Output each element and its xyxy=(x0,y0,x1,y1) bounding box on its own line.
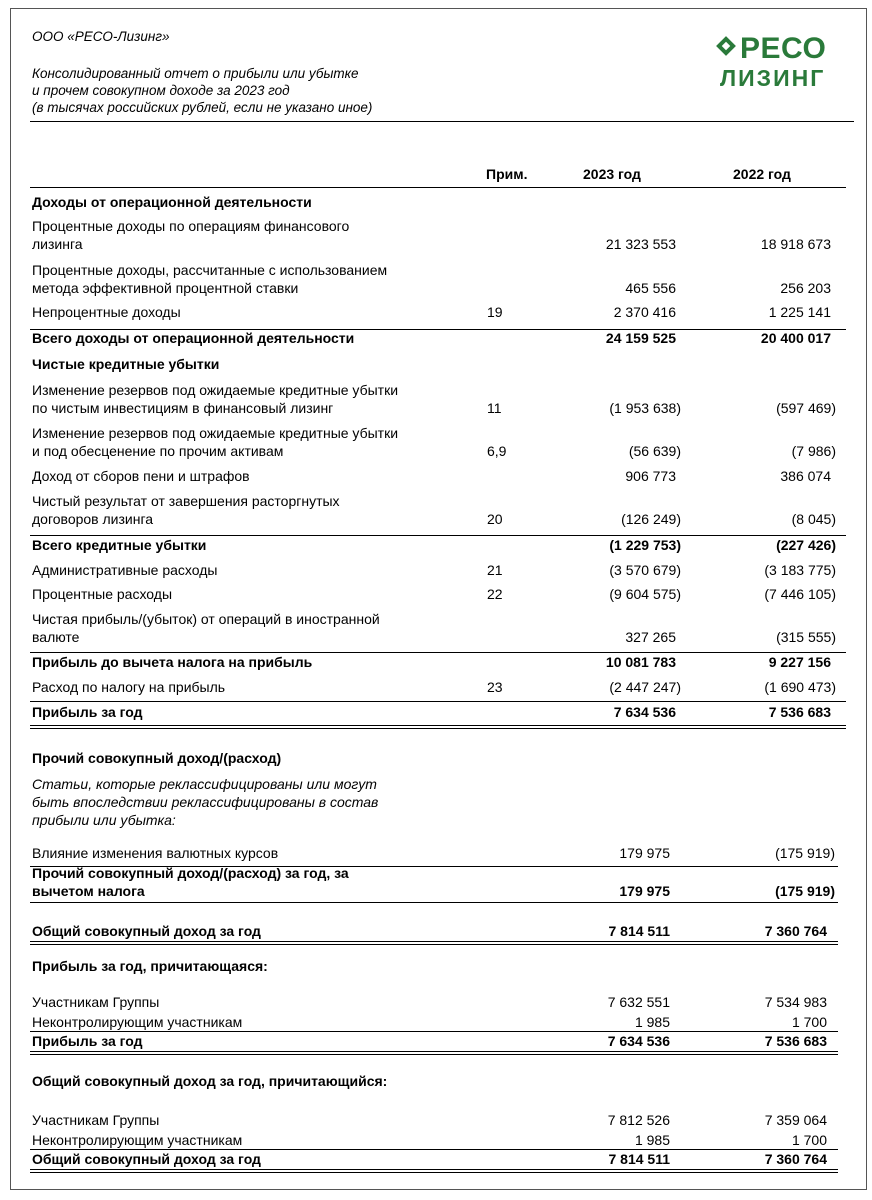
row-label: Чистая прибыль/(убыток) от операций в иностранной валюте xyxy=(32,611,380,645)
value-2022: (1 690 473) xyxy=(764,679,836,695)
value-2022: (175 919) xyxy=(775,883,835,899)
column-header-2022: 2022 год xyxy=(733,166,791,182)
value-2023: 7 814 511 xyxy=(608,1151,670,1167)
report-title-line-3: (в тысячах российских рублей, если не указано иное) xyxy=(32,100,373,115)
rule-before-total-credit-losses xyxy=(30,535,846,536)
value-2022: 18 918 673 xyxy=(760,236,831,252)
value-2023: (9 604 575) xyxy=(609,586,681,602)
row-label: Прибыль за год, причитающаяся: xyxy=(32,958,268,974)
row-label: Административные расходы xyxy=(32,562,218,578)
row-label: Изменение резервов под ожидаемые кредитные убытки и под обесценение по прочим активам xyxy=(32,425,399,459)
logo-word-reso: РЕСО xyxy=(740,32,827,65)
rule-before-profit-before-tax xyxy=(30,652,846,653)
row-label: Участникам Группы xyxy=(32,1112,160,1128)
double-rule-after-profit-attrib xyxy=(30,1051,838,1055)
row-label: Процентные расходы xyxy=(32,586,173,602)
value-2022: 256 203 xyxy=(780,280,831,296)
value-2022: (227 426) xyxy=(776,537,836,553)
row-label: Общий совокупный доход за год, причитающийся: xyxy=(32,1073,388,1089)
value-2023: 24 159 525 xyxy=(605,330,676,346)
row-note: 19 xyxy=(487,304,503,320)
value-2023: 906 773 xyxy=(625,468,676,484)
row-label: Всего доходы от операционной деятельности xyxy=(32,330,355,346)
row-note: 6,9 xyxy=(487,443,507,459)
row-label: Процентные доходы по операциям финансового лизинга xyxy=(32,218,350,252)
double-rule-after-total-ci xyxy=(30,941,838,945)
value-2023: (1 229 753) xyxy=(609,537,681,553)
value-2022: 9 227 156 xyxy=(768,654,831,670)
value-2023: 179 975 xyxy=(619,845,670,861)
row-label: Непроцентные доходы xyxy=(32,304,181,320)
value-2022: (7 446 105) xyxy=(764,586,836,602)
double-rule-after-profit xyxy=(30,725,846,729)
row-label: Статьи, которые реклассифицированы или могут быть впоследствии реклассифицированы в состав прибыли или убытка: xyxy=(32,776,379,828)
value-2022: 7 536 683 xyxy=(764,1033,827,1049)
value-2023: (56 639) xyxy=(628,443,681,459)
value-2023: 1 985 xyxy=(634,1014,670,1030)
value-2023: 7 814 511 xyxy=(608,923,670,939)
logo-mark-icon xyxy=(716,36,736,58)
value-2023: 7 812 526 xyxy=(607,1112,670,1128)
row-label: Процентные доходы, рассчитанные с использованием метода эффективной процентной ставки xyxy=(32,262,388,296)
row-label: Изменение резервов под ожидаемые кредитные убытки по чистым инвестициям в финансовый лизинг xyxy=(32,382,399,416)
row-label: Участникам Группы xyxy=(32,994,160,1010)
value-2023: 7 634 536 xyxy=(607,1033,670,1049)
row-label: Прибыль до вычета налога на прибыль xyxy=(32,654,313,670)
row-label: Доходы от операционной деятельности xyxy=(32,194,312,210)
row-note: 23 xyxy=(487,679,503,695)
rule-before-profit-attrib-total xyxy=(30,1031,838,1032)
rule-before-ci-attrib-total xyxy=(30,1149,838,1150)
value-2022: 7 360 764 xyxy=(764,1151,827,1167)
row-label: Чистые кредитные убытки xyxy=(32,356,220,372)
rule-before-total-operating xyxy=(30,329,846,330)
column-header-2023: 2023 год xyxy=(583,166,641,182)
row-note: 21 xyxy=(487,562,503,578)
value-2023: 179 975 xyxy=(619,883,670,899)
value-2023: (126 249) xyxy=(621,511,681,527)
value-2023: 7 632 551 xyxy=(607,994,670,1010)
row-label: Общий совокупный доход за год xyxy=(32,923,261,939)
value-2023: 1 985 xyxy=(634,1132,670,1148)
statement-row xyxy=(32,707,846,767)
row-label: Всего кредитные убытки xyxy=(32,537,207,553)
report-title-line-1: Консолидированный отчет о прибыли или убытке xyxy=(32,66,359,81)
value-2022: 1 700 xyxy=(791,1132,827,1148)
value-2022: 7 536 683 xyxy=(768,704,831,720)
statement-row xyxy=(32,1108,846,1168)
value-2022: 20 400 017 xyxy=(760,330,831,346)
row-label: Расход по налогу на прибыль xyxy=(32,679,226,695)
value-2023: (3 570 679) xyxy=(609,562,681,578)
double-rule-after-ci-attrib xyxy=(30,1169,838,1173)
row-note: 20 xyxy=(487,511,503,527)
value-2022: (175 919) xyxy=(775,845,835,861)
row-label: Прочий совокупный доход/(расход) xyxy=(32,750,282,766)
row-label: Чистый результат от завершения расторгнутых договоров лизинга xyxy=(32,493,340,527)
row-label: Неконтролирующим участникам xyxy=(32,1132,243,1148)
value-2022: 1 700 xyxy=(791,1014,827,1030)
rule-after-oci-total xyxy=(30,902,838,903)
report-title-line-2: и прочем совокупном доходе за 2023 год xyxy=(32,83,290,98)
value-2022: 386 074 xyxy=(780,468,831,484)
row-note: 22 xyxy=(487,586,503,602)
company-name: ООО «РЕСО-Лизинг» xyxy=(32,29,170,44)
value-2023: 10 081 783 xyxy=(605,654,676,670)
row-label: Прочий совокупный доход/(расход) за год, за вычетом налога xyxy=(32,865,349,899)
value-2023: (1 953 638) xyxy=(609,400,681,416)
value-2023: 327 265 xyxy=(625,629,676,645)
value-2023: (2 447 247) xyxy=(609,679,681,695)
logo-word-lizing: ЛИЗИНГ xyxy=(720,65,826,91)
value-2022: 7 534 983 xyxy=(764,994,827,1010)
column-header-note: Прим. xyxy=(486,166,528,182)
value-2022: (8 045) xyxy=(791,511,836,527)
value-2022: (3 183 775) xyxy=(764,562,836,578)
value-2022: (7 986) xyxy=(791,443,836,459)
reso-leasing-logo xyxy=(716,34,834,94)
row-label: Общий совокупный доход за год xyxy=(32,1151,261,1167)
row-note: 11 xyxy=(487,400,502,416)
value-2023: 465 556 xyxy=(625,280,676,296)
rule-before-oci-total xyxy=(30,866,838,867)
value-2022: (597 469) xyxy=(776,400,836,416)
row-label: Прибыль за год xyxy=(32,704,143,720)
value-2022: 7 359 064 xyxy=(764,1112,827,1128)
header-divider xyxy=(30,121,854,122)
rule-before-profit-for-year xyxy=(30,701,846,702)
value-2022: (315 555) xyxy=(776,629,836,645)
value-2023: 2 370 416 xyxy=(613,304,676,320)
value-2022: 1 225 141 xyxy=(768,304,831,320)
value-2023: 7 634 536 xyxy=(613,704,676,720)
row-label: Доход от сборов пени и штрафов xyxy=(32,468,250,484)
value-2023: 21 323 553 xyxy=(605,236,676,252)
row-label: Влияние изменения валютных курсов xyxy=(32,845,279,861)
row-label: Неконтролирующим участникам xyxy=(32,1014,243,1030)
row-label: Прибыль за год xyxy=(32,1033,143,1049)
value-2022: 7 360 764 xyxy=(764,923,827,939)
